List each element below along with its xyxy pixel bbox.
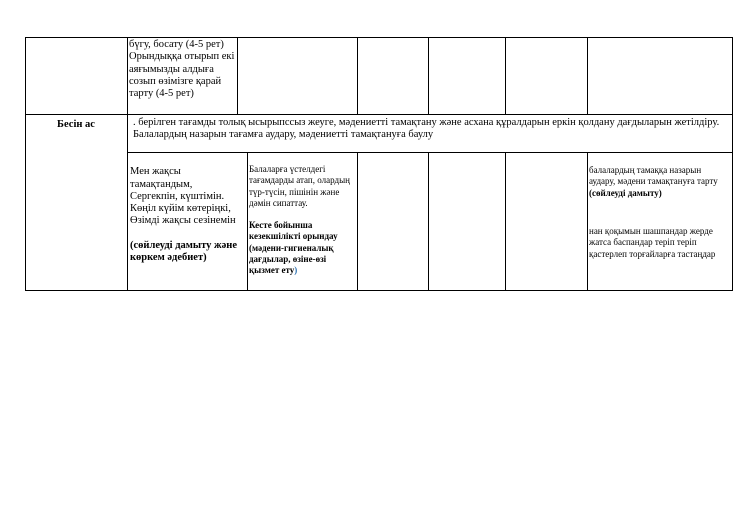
table-border-bottom [25,290,733,291]
schedule-table [25,37,733,291]
table-column-divider [237,37,238,114]
rhyme-cell [130,154,246,265]
food-description-text: Балаларға үстелдегі тағамдарды атап, олардың түр-түсін, пішінін және дәмін сипаттау. [249,164,350,208]
row-label-afternoon-snack: Бесін ас [57,119,95,130]
table-column-divider [587,37,588,114]
table-column-divider [247,152,248,291]
attention-text: балалардың тамаққа назарын аудару, мәдени тамақтануға тарту [589,165,718,187]
rhyme-text: Мен жақсы тамақтандым, Сергекпін, күштімін. Көңіл күйім көтеріңкі, Өзімді жақсы сезінемін [130,166,236,227]
bread-crumbs-text: нан қоқымын шашпандар жерде жатса баспандар теріп теріп қастерлеп торғайларға тастаңдар [589,226,716,259]
activity-text: бүгу, босату (4-5 рет) Орындыққа отырып екі аяғымызды алдыға созып өзімізге қарай тарту (4-5 рет) [129,39,235,100]
table-column-divider [357,37,358,114]
table-column-divider [357,152,358,291]
table-column-divider [428,152,429,291]
table-column-divider [428,37,429,114]
table-border-right [732,37,733,291]
table-column-divider [127,37,128,291]
table-column-divider [505,37,506,114]
duty-text: Кесте бойынша кезекшілікті орындау (мәдени-гигиеналық дағдылар, өзіне-өзі қызмет ету [249,220,338,276]
duty-closing-paren: ) [294,265,298,276]
table-border-left [25,37,26,291]
table-column-divider [505,152,506,291]
food-description-cell [249,153,355,276]
table-row-divider [25,114,733,115]
table-border-top [25,37,733,38]
table-row-divider [127,152,733,153]
attention-cell [589,154,729,260]
paragraph-spacer [589,210,729,215]
rhyme-area-note: (сөйлеуді дамыту және көркем әдебиет) [130,240,237,264]
table-column-divider [587,152,588,291]
snack-goal-text: . берілген тағамды толық ысырыпссыз жеуге, мәдениетті тамақтану және асхана құралдарын еркін қолдану дағдыларын жетілдіру. Балалардың назарын тағамға аудару, мәдениетті тамақтануға баулу [133,117,720,141]
attention-area-note: (сөйлеуді дамыту) [589,187,662,198]
